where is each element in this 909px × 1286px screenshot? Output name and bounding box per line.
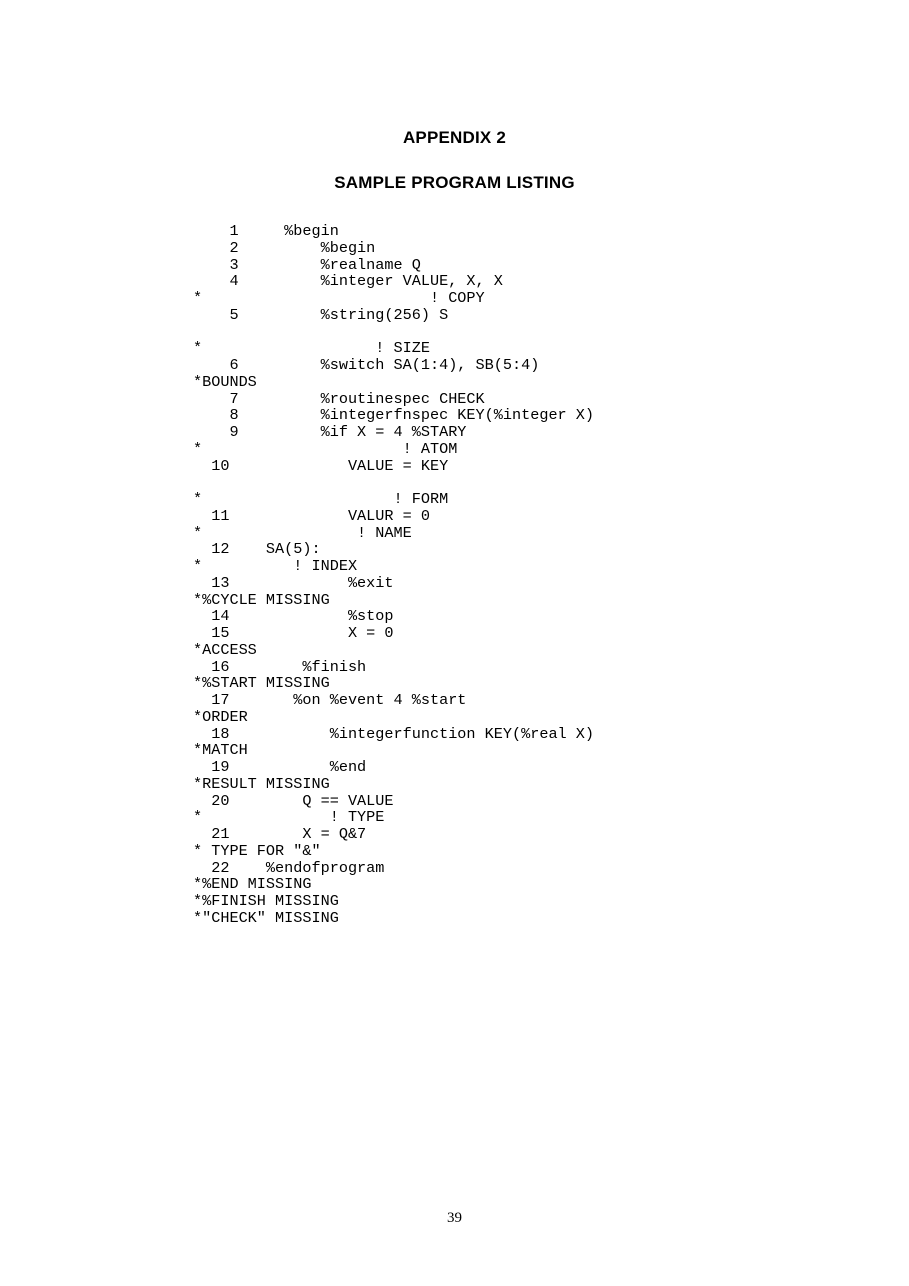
listing-line: 11 VALUR = 0 xyxy=(193,506,430,525)
listing-line: * ! TYPE xyxy=(193,808,385,827)
page-subtitle: SAMPLE PROGRAM LISTING xyxy=(334,173,575,192)
listing-line: 21 X = Q&7 xyxy=(193,825,367,844)
listing-line: 3 %realname Q xyxy=(193,255,421,274)
listing-line: *BOUNDS xyxy=(193,372,257,391)
listing-line: *"CHECK" MISSING xyxy=(193,908,339,927)
listing-line: * ! INDEX xyxy=(193,557,358,576)
listing-line: 8 %integerfnspec KEY(%integer X) xyxy=(193,406,595,425)
listing-line: 14 %stop xyxy=(193,607,394,626)
listing-line: 12 SA(5): xyxy=(193,540,321,559)
listing-line: *ORDER xyxy=(193,707,248,726)
listing-line: *%FINISH MISSING xyxy=(193,892,339,911)
listing-line: 5 %string(256) S xyxy=(193,305,449,324)
listing-line: 16 %finish xyxy=(193,657,367,676)
listing-line: * ! FORM xyxy=(193,490,449,509)
listing-line: 13 %exit xyxy=(193,573,394,592)
listing-line: 4 %integer VALUE, X, X xyxy=(193,272,503,291)
listing-line: * TYPE FOR "&" xyxy=(193,841,321,860)
page-title: APPENDIX 2 xyxy=(402,128,507,147)
listing-line: * ! COPY xyxy=(193,289,485,308)
listing-line: 19 %end xyxy=(193,758,367,777)
listing-line: 17 %on %event 4 %start xyxy=(193,691,467,710)
listing-line: 9 %if X = 4 %STARY xyxy=(193,423,467,442)
listing-line: *ACCESS xyxy=(193,640,257,659)
listing-line: * ! SIZE xyxy=(193,339,430,358)
listing-line: 7 %routinespec CHECK xyxy=(193,389,485,408)
listing-line: 20 Q == VALUE xyxy=(193,791,394,810)
program-listing xyxy=(193,223,853,927)
listing-line: 15 X = 0 xyxy=(193,624,394,643)
listing-line: 2 %begin xyxy=(193,238,376,257)
listing-line: 18 %integerfunction KEY(%real X) xyxy=(193,724,595,743)
listing-line: *RESULT MISSING xyxy=(193,774,330,793)
listing-line: *%START MISSING xyxy=(193,674,330,693)
listing-line: 1 %begin xyxy=(193,222,339,241)
listing-line xyxy=(193,324,853,341)
page-number: 39 xyxy=(447,1210,462,1226)
listing-line: *%END MISSING xyxy=(193,875,312,894)
listing-line: 6 %switch SA(1:4), SB(5:4) xyxy=(193,356,540,375)
listing-line xyxy=(193,474,853,491)
listing-line: 10 VALUE = KEY xyxy=(193,456,449,475)
listing-line: *MATCH xyxy=(193,741,248,760)
listing-line: * ! ATOM xyxy=(193,439,458,458)
listing-line: *%CYCLE MISSING xyxy=(193,590,330,609)
listing-line: * ! NAME xyxy=(193,523,412,542)
listing-line: 22 %endofprogram xyxy=(193,858,385,877)
